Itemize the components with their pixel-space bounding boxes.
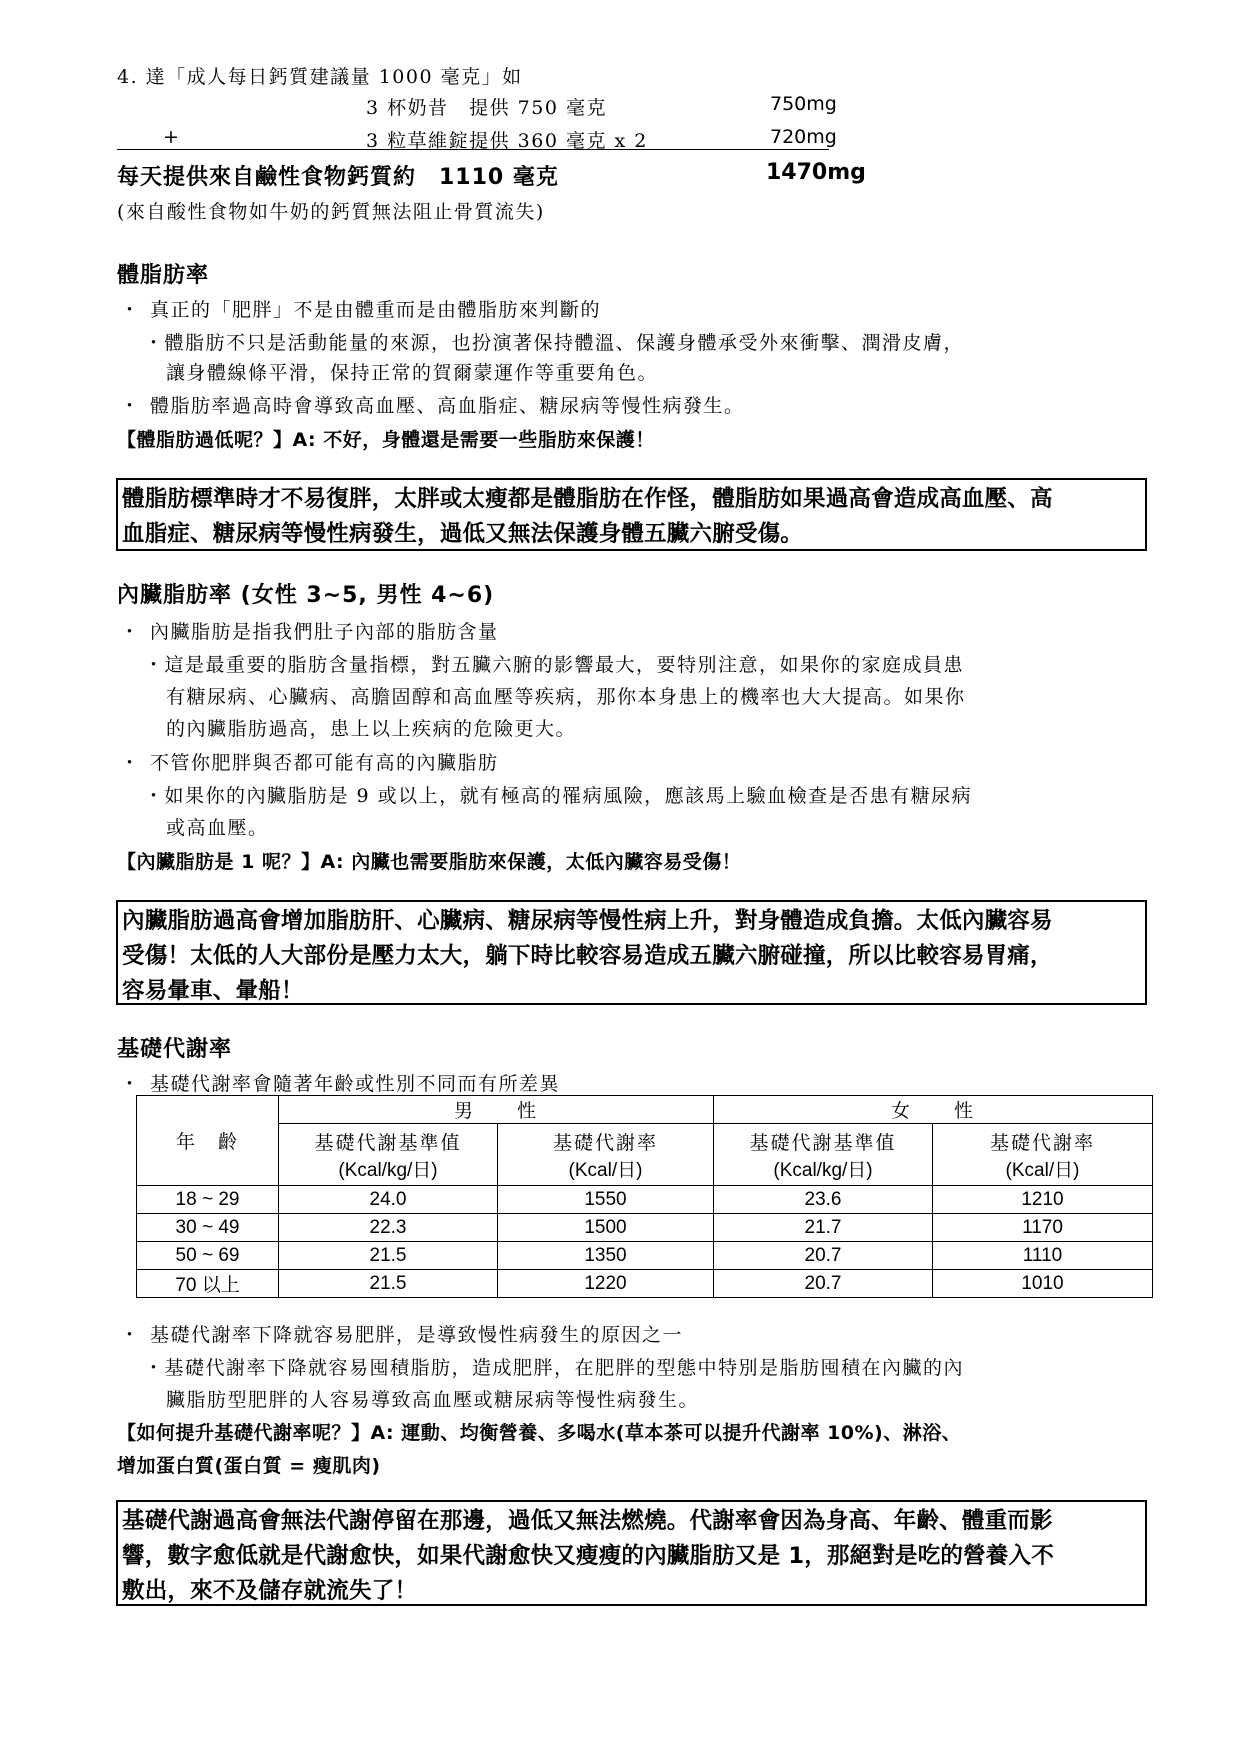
calcium-row2-value: 720mg	[770, 126, 837, 148]
col-std-unit: (Kcal/kg/日)	[773, 1159, 873, 1181]
calcium-total-label: 每天提供來自鹼性食物鈣質約 1110 毫克	[117, 165, 559, 190]
table-cell-age: 30 ~ 49	[137, 1214, 279, 1242]
table-header-male-std	[279, 1124, 498, 1186]
bmr-heading: 基礎代謝率	[117, 1037, 233, 1062]
bullet-icon: ・	[120, 299, 141, 321]
col-std-label: 基礎代謝基準值	[314, 1132, 462, 1154]
visceral-fat-summary-line-1: 內臟脂肪過高會增加脂肪肝、心臟病、糖尿病等慢性病上升，對身體造成負擔。太低內臟容易	[122, 908, 1053, 934]
table-cell-female-rate: 1010	[933, 1270, 1153, 1298]
calcium-item-line: 4. 達「成人每日鈣質建議量 1000 毫克」如	[117, 66, 523, 88]
visceral-fat-sub-2-line-2: 或高血壓。	[166, 817, 269, 839]
bmr-summary-line-1: 基礎代謝過高會無法代謝停留在那邊，過低又無法燃燒。代謝率會因為身高、年齡、體重而影	[122, 1508, 1053, 1534]
body-fat-summary-line-2: 血脂症、糖尿病等慢性病發生，過低又無法保護身體五臟六腑受傷。	[122, 521, 804, 547]
body-fat-qa: 【體脂肪過低呢？】A: 不好，身體還是需要一些脂肪來保護！	[117, 429, 655, 451]
bullet-icon: ・	[120, 395, 141, 417]
table-cell-male-rate: 1550	[498, 1186, 714, 1214]
bmr-summary-line-3: 敷出，來不及儲存就流失了！	[122, 1578, 418, 1604]
calcium-total-value: 1470mg	[766, 160, 866, 185]
table-cell-female-std: 21.7	[714, 1214, 933, 1242]
body-fat-sub-1-line-2: 讓身體線條平滑，保持正常的賀爾蒙運作等重要角色。	[166, 362, 659, 384]
table-cell-male-rate: 1220	[498, 1270, 714, 1298]
visceral-fat-sub-1-line-3: 的內臟脂肪過高，患上以上疾病的危險更大。	[166, 718, 577, 740]
body-fat-summary-box	[116, 478, 1147, 551]
table-cell-male-std: 21.5	[279, 1270, 498, 1298]
col-rate-unit: (Kcal/日)	[1005, 1159, 1080, 1181]
bmr-bullet-1: 基礎代謝率會隨著年齡或性別不同而有所差異	[150, 1073, 561, 1095]
calcium-row1-desc: 3 杯奶昔 提供 750 毫克	[366, 97, 607, 119]
table-cell-male-rate: 1500	[498, 1214, 714, 1242]
col-std-unit: (Kcal/kg/日)	[338, 1159, 438, 1181]
bmr-summary-line-2: 響，數字愈低就是代謝愈快，如果代謝愈快又瘦瘦的內臟脂肪又是 1，那絕對是吃的營養入不	[122, 1543, 1054, 1569]
visceral-fat-summary-line-2: 受傷！太低的人大部份是壓力太大，躺下時比較容易造成五臟六腑碰撞，所以比較容易胃痛，	[122, 943, 1053, 969]
col-rate-label: 基礎代謝率	[989, 1132, 1095, 1154]
bmr-summary-box	[116, 1500, 1147, 1606]
body-fat-bullet-1: 真正的「肥胖」不是由體重而是由體脂肪來判斷的	[150, 299, 602, 321]
table-row	[137, 1214, 1153, 1242]
calcium-note: (來自酸性食物如牛奶的鈣質無法阻止骨質流失)	[117, 201, 545, 223]
calcium-row2-plus: +	[163, 126, 181, 148]
table-row	[137, 1186, 1153, 1214]
body-fat-bullet-2: 體脂肪率過高時會導致高血壓、高血脂症、糖尿病等慢性病發生。	[150, 395, 745, 417]
body-fat-sub-1-line-1: ・體脂肪不只是活動能量的來源，也扮演著保持體溫、保護身體承受外來衝擊、潤滑皮膚，	[144, 332, 965, 354]
body-fat-summary-line-1: 體脂肪標準時才不易復胖，太胖或太瘦都是體脂肪在作怪，體脂肪如果過高會造成高血壓、高	[122, 486, 1053, 512]
table-cell-male-std: 21.5	[279, 1242, 498, 1270]
table-cell-age: 70 以上	[137, 1270, 279, 1298]
calcium-row2-desc: 3 粒草維錠提供 360 毫克 x 2	[366, 130, 648, 152]
table-cell-female-rate: 1110	[933, 1242, 1153, 1270]
visceral-fat-qa: 【內臟脂肪是 1 呢？】A: 內臟也需要脂肪來保護，太低內臟容易受傷！	[117, 851, 742, 873]
visceral-fat-sub-2-line-1: ・如果你的內臟脂肪是 9 或以上，就有極高的罹病風險，應該馬上驗血檢查是否患有糖尿病	[144, 785, 973, 807]
visceral-fat-sub-1-line-1: ・這是最重要的脂肪含量指標，對五臟六腑的影響最大，要特別注意，如果你的家庭成員患	[144, 654, 965, 676]
calcium-sum-rule	[117, 149, 829, 150]
bmr-qa-line-1: 【如何提升基礎代謝率呢？】A: 運動、均衡營養、多喝水(草本茶可以提升代謝率 10%)、淋浴、	[117, 1422, 962, 1444]
table-cell-male-rate: 1350	[498, 1242, 714, 1270]
table-cell-male-std: 22.3	[279, 1214, 498, 1242]
calcium-row1-value: 750mg	[770, 93, 837, 115]
col-std-label: 基礎代謝基準值	[749, 1132, 897, 1154]
col-rate-unit: (Kcal/日)	[568, 1159, 643, 1181]
table-header-row	[137, 1096, 1153, 1124]
table-cell-female-rate: 1170	[933, 1214, 1153, 1242]
table-cell-male-std: 24.0	[279, 1186, 498, 1214]
table-cell-female-rate: 1210	[933, 1186, 1153, 1214]
bullet-icon: ・	[120, 1073, 141, 1095]
bmr-sub-2-line-2: 臟脂肪型肥胖的人容易導致高血壓或糖尿病等慢性病發生。	[166, 1389, 700, 1411]
bmr-sub-2-line-1: ・基礎代謝率下降就容易囤積脂肪，造成肥胖，在肥胖的型態中特別是脂肪囤積在內臟的內	[144, 1357, 965, 1379]
table-cell-female-std: 20.7	[714, 1242, 933, 1270]
table-header-male-rate	[498, 1124, 714, 1186]
table-header-female: 女 性	[714, 1096, 1153, 1124]
table-cell-female-std: 20.7	[714, 1270, 933, 1298]
bullet-icon: ・	[120, 1324, 141, 1346]
bmr-table	[136, 1095, 1153, 1298]
visceral-fat-heading: 內臟脂肪率 (女性 3~5, 男性 4~6)	[117, 583, 495, 608]
visceral-fat-bullet-2: 不管你肥胖與否都可能有高的內臟脂肪	[150, 752, 499, 774]
col-rate-label: 基礎代謝率	[552, 1132, 658, 1154]
table-subheader-row	[137, 1124, 1153, 1186]
table-header-female-rate	[933, 1124, 1153, 1186]
bmr-bullet-2: 基礎代謝率下降就容易肥胖，是導致慢性病發生的原因之一	[150, 1324, 684, 1346]
table-header-female-std	[714, 1124, 933, 1186]
body-fat-heading: 體脂肪率	[117, 263, 210, 288]
table-header-male: 男 性	[279, 1096, 714, 1124]
table-header-age: 年 齡	[137, 1096, 279, 1186]
table-row	[137, 1270, 1153, 1298]
bmr-qa-line-2: 增加蛋白質(蛋白質 = 瘦肌肉)	[117, 1455, 381, 1477]
table-cell-age: 50 ~ 69	[137, 1242, 279, 1270]
visceral-fat-summary-box	[116, 900, 1147, 1005]
visceral-fat-sub-1-line-2: 有糖尿病、心臟病、高膽固醇和高血壓等疾病，那你本身患上的機率也大大提高。如果你	[166, 686, 966, 708]
table-cell-age: 18 ~ 29	[137, 1186, 279, 1214]
bullet-icon: ・	[120, 621, 141, 643]
table-row	[137, 1242, 1153, 1270]
bullet-icon: ・	[120, 752, 141, 774]
visceral-fat-bullet-1: 內臟脂肪是指我們肚子內部的脂肪含量	[150, 621, 499, 643]
table-cell-female-std: 23.6	[714, 1186, 933, 1214]
visceral-fat-summary-line-3: 容易暈車、暈船！	[122, 978, 304, 1004]
